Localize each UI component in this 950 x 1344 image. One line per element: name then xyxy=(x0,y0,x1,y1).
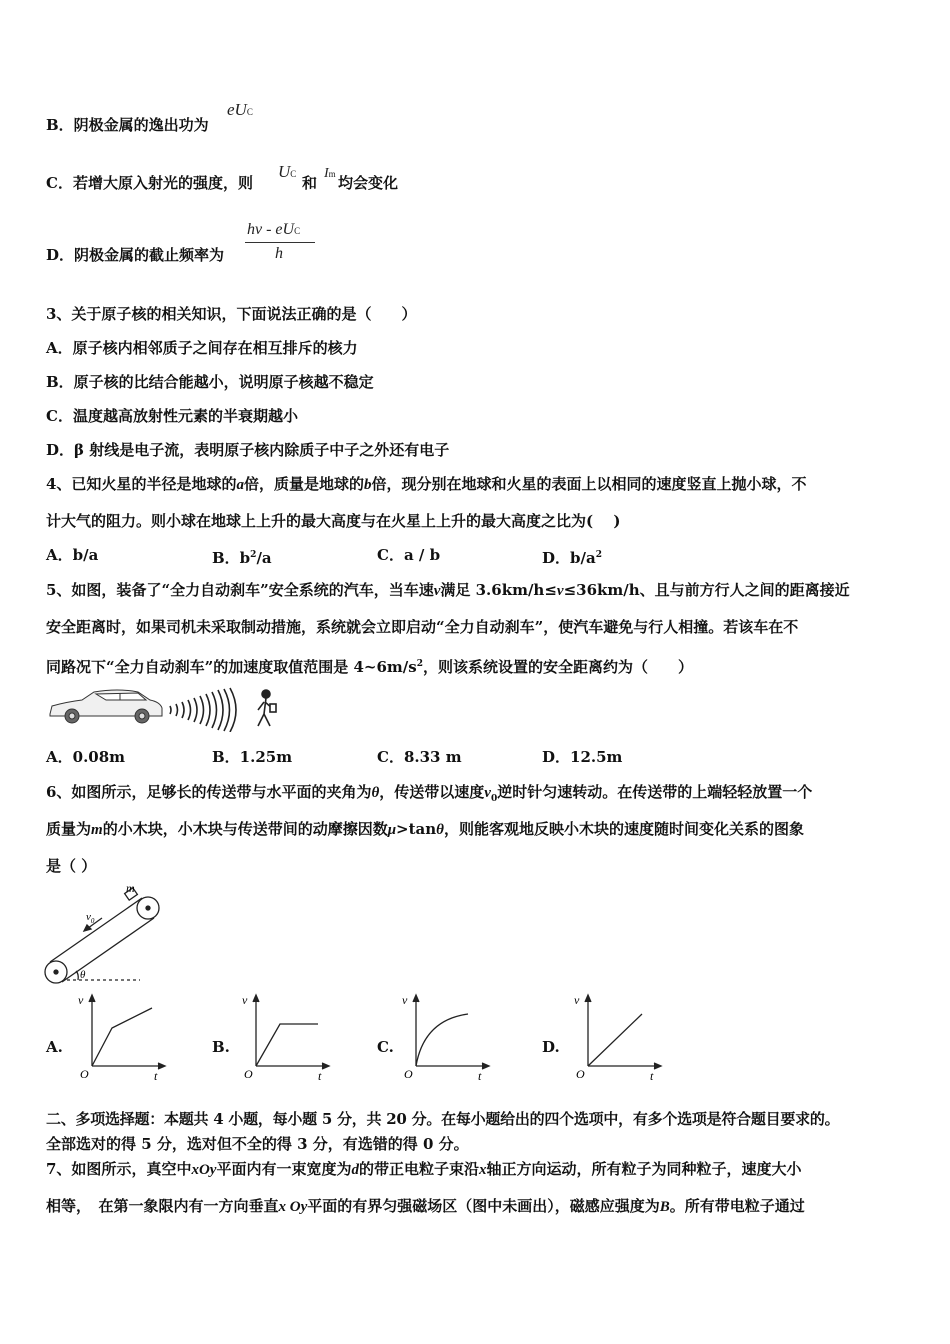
q5-car-pedestrian-figure xyxy=(46,686,286,732)
svg-text:O: O xyxy=(244,1067,253,1081)
svg-text:t: t xyxy=(154,1069,158,1082)
q6-stem-line3: 是（ ） xyxy=(46,857,97,875)
svg-text:v: v xyxy=(242,993,248,1007)
q6-graph-b-letter: B. xyxy=(212,1038,230,1056)
belt-top xyxy=(50,898,142,962)
q4-option-a: A．b/a xyxy=(46,546,99,564)
q2-eUc-formula: eUC xyxy=(227,100,253,119)
svg-text:v: v xyxy=(574,993,580,1007)
q4-option-d: D．$b/a^2$ xyxy=(542,549,602,567)
q5-stem-line1: 5、如图，装备了“全力自动刹车”安全系统的汽车，当车速v满足 3.6km/h≤v≤36km/h、且与前方行人之间的距离接近 xyxy=(46,581,850,599)
signal-waves-icon xyxy=(170,688,236,732)
q6-stem-line2: 质量为m的小木块，小木块与传送带间的动摩擦因数μ>tanθ，则能客观地反映小木块的速度随时间变化关系的图象 xyxy=(46,820,804,838)
svg-text:O: O xyxy=(404,1067,413,1081)
svg-text:v: v xyxy=(402,993,408,1007)
q6-graph-c-letter: C. xyxy=(377,1038,394,1056)
graph-d-curve xyxy=(588,1014,642,1066)
svg-text:O: O xyxy=(576,1067,585,1081)
q6-graph-a xyxy=(78,990,168,1082)
q4-option-b: B．$b^2/a$ xyxy=(212,549,272,567)
label-m: m xyxy=(126,882,135,895)
q2-Im-symbol: Im xyxy=(324,166,336,181)
q3-option-d: D．β 射线是电子流，表明原子核内除质子中子之外还有电子 xyxy=(46,441,450,459)
section2-heading-line1: 二、多项选择题：本题共 4 小题，每小题 5 分，共 20 分。在每小题给出的四个选项中，有多个选项是符合题目要求的。 xyxy=(46,1110,840,1128)
q3-stem: 3、关于原子核的相关知识，下面说法正确的是（ ） xyxy=(46,305,417,323)
q4-stem-line1: 4、已知火星的半径是地球的a倍，质量是地球的b倍，现分别在地球和火星的表面上以相同的速度竖直上抛小球，不 xyxy=(46,475,807,493)
q3-option-b: B．原子核的比结合能越小，说明原子核越不稳定 xyxy=(46,373,374,391)
q2-option-c-text: C．若增大原入射光的强度，则 xyxy=(46,174,253,192)
q2-fraction-numerator: hν - eUC xyxy=(247,221,301,238)
q5-option-a: A．0.08m xyxy=(46,748,126,766)
q4-option-c: C．a / b xyxy=(377,546,441,564)
label-theta: θ xyxy=(80,969,86,981)
q3-option-c: C．温度越高放射性元素的半衰期越小 xyxy=(46,407,298,425)
q2-option-d xyxy=(46,245,224,265)
svg-text:t: t xyxy=(318,1069,322,1082)
section2-heading-line2: 全部选对的得 5 分，选对但不全的得 3 分，有选错的得 0 分。 xyxy=(46,1135,469,1153)
q6-graph-d-letter: D. xyxy=(542,1038,560,1056)
q2-option-c-and: 和 xyxy=(302,174,318,192)
q5-stem-line2: 安全距离时，如果司机未采取制动措施，系统就会立即启动“全力自动刹车”，使汽车避免与行人相撞。若该车在不 xyxy=(46,618,799,636)
q6-graph-c xyxy=(402,990,492,1082)
q6-graph-d xyxy=(574,990,664,1082)
pedestrian-icon xyxy=(258,690,276,726)
q2-option-c xyxy=(46,173,253,193)
q7-stem-line2: 相等， 在第一象限内有一方向垂直x Oy平面的有界匀强磁场区（图中未画出），磁感应强度为B。所有带电粒子通过 xyxy=(46,1197,805,1215)
q6-graph-a-letter: A. xyxy=(46,1038,63,1056)
q5-option-c: C．8.33 m xyxy=(377,748,462,766)
q2-Uc-symbol: UC xyxy=(278,162,297,181)
svg-text:v: v xyxy=(78,993,84,1007)
car-icon xyxy=(50,690,162,723)
q7-stem-line1: 7、如图所示，真空中xOy平面内有一束宽度为d的带正电粒子束沿x轴正方向运动，所有粒子为同种粒子，速度大小 xyxy=(46,1160,802,1178)
q5-option-d: D．12.5m xyxy=(542,748,623,766)
q5-stem-line3: 同路况下“全力自动刹车”的加速度取值范围是 $4\sim 6m/s^2$，则该系统设置的安全距离约为（ ） xyxy=(46,658,693,676)
q6-conveyor-figure xyxy=(40,882,180,990)
svg-text:O: O xyxy=(80,1067,89,1081)
label-v0: $v_0$ xyxy=(86,911,95,925)
q2-fraction-denominator: h xyxy=(275,245,283,262)
q2-option-b xyxy=(46,115,209,135)
q3-option-a: A．原子核内相邻质子之间存在相互排斥的核力 xyxy=(46,339,358,357)
graph-a-curve xyxy=(92,1008,152,1066)
belt-bottom xyxy=(62,918,154,982)
q2-option-b-text: B．阴极金属的逸出功为 xyxy=(46,116,209,134)
q4-stem-line2: 计大气的阻力。则小球在地球上上升的最大高度与在火星上上升的最大高度之比为( ) xyxy=(46,512,621,530)
graph-b-curve xyxy=(256,1024,318,1066)
q6-graph-b xyxy=(242,990,332,1082)
q2-option-d-text: D．阴极金属的截止频率为 xyxy=(46,246,225,264)
q2-fraction-bar xyxy=(245,242,315,243)
graph-c-curve xyxy=(416,1014,468,1066)
q5-option-b: B．1.25m xyxy=(212,748,293,766)
svg-text:t: t xyxy=(650,1069,654,1082)
q6-stem-line1: 6、如图所示，足够长的传送带与水平面的夹角为θ，传送带以速度$v_0$逆时针匀速转动。在传送带的上端轻轻放置一个 xyxy=(46,783,813,804)
svg-text:t: t xyxy=(478,1069,482,1082)
q2-option-c-tail: 均会变化 xyxy=(338,174,399,192)
